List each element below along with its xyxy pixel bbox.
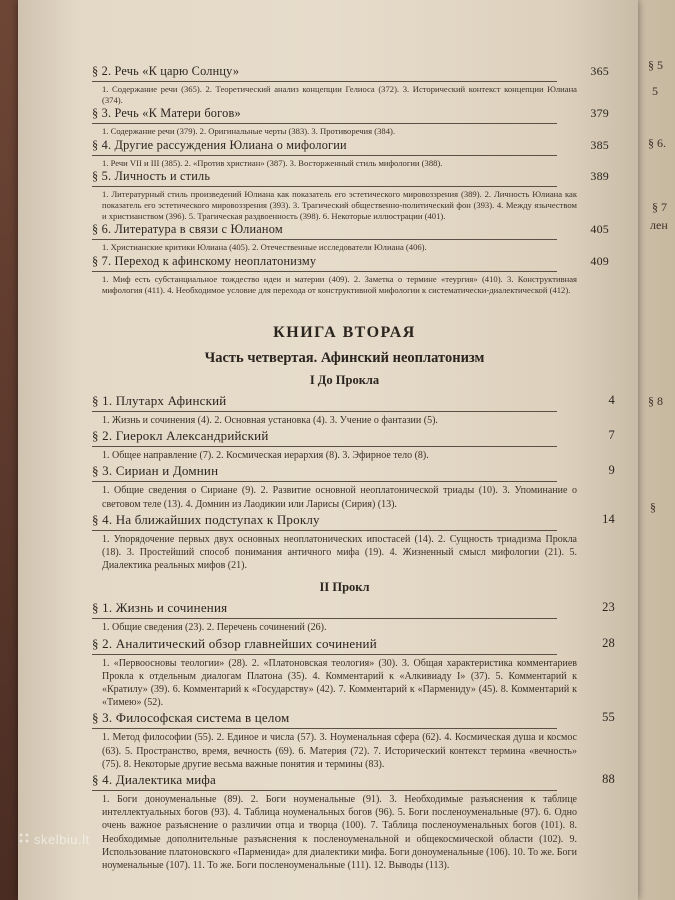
toc-entry	[92, 771, 615, 872]
next-page-fragment: § 8	[648, 394, 663, 408]
heading-underline	[92, 155, 557, 156]
toc-entry-title: § 3. Сириан и Домнин	[92, 463, 219, 479]
toc-page-number: 7	[608, 428, 615, 443]
toc-entry-subsections: 1. Миф есть субстанциальное тождество идеи и материи (409). 2. Заметка о термине «теургия» (410). 3. Конструктивная мифология (411). 4. Необходимое условие для перехода от конструктивной мифологии к систематически-диалектической (412).	[102, 273, 577, 295]
next-page-fragment: § 5	[648, 58, 663, 72]
toc-entry-heading	[92, 137, 609, 153]
section1-entries	[92, 392, 615, 572]
toc-page-number: 14	[602, 511, 615, 526]
toc-entry-title: § 3. Речь «К Матери богов»	[92, 106, 241, 121]
toc-entry-heading	[92, 222, 609, 237]
toc-entry-heading	[92, 168, 609, 184]
toc-page-number: 55	[602, 710, 615, 725]
toc-entry-title: § 1. Жизнь и сочинения	[92, 600, 228, 616]
next-page-fragment: § 6.	[648, 136, 666, 150]
toc-entry	[92, 64, 609, 106]
toc-entry	[92, 427, 615, 462]
heading-underline	[92, 481, 557, 482]
toc-page-number: 405	[590, 222, 609, 237]
toc-entry-title: § 4. На ближайших подступах к Проклу	[92, 511, 320, 527]
heading-underline	[92, 654, 557, 655]
toc-entry-subsections: 1. Общие сведения о Сириане (9). 2. Развитие основной неоплатонической триады (10). 3. Упоминание о световом теле (13). 4. Домнин из Лаодикии или Ларисы (Сирия) (13).	[102, 485, 577, 510]
toc-entry-title: § 3. Философская система в целом	[92, 710, 290, 726]
toc-entry-heading	[92, 599, 615, 616]
toc-entry-title: § 2. Гиерокл Александрийский	[92, 428, 269, 444]
next-page-fragment: 5	[652, 84, 658, 98]
toc-entry-heading	[92, 106, 609, 121]
heading-underline	[92, 123, 557, 124]
heading-underline	[92, 271, 557, 272]
toc-entry	[92, 392, 615, 427]
toc-entry-subsections: 1. «Первоосновы теологии» (28). 2. «Платоновская теология» (30). 3. Общая характеристика комментариев Прокла к отдельным диалогам Платона (35). 4. Комментарий к «Алкивиаду I» (37). 5. Комментарий к «Кратилу» (39). 6. Комментарий к «Государству» (42). 7. Комментарий к «Пармениду» (45). 8. Комментарий к «Тимею» (52).	[102, 657, 577, 709]
toc-entry-title: § 7. Переход к афинскому неоплатонизму	[92, 253, 317, 268]
toc-entry-title: § 5. Личность и стиль	[92, 168, 211, 183]
section-title: II Прокл	[319, 580, 370, 595]
next-page-fragment: §	[650, 500, 656, 514]
section-title: I До Прокла	[309, 373, 380, 388]
toc-entry-heading	[92, 64, 609, 79]
toc-page-number: 365	[590, 64, 609, 78]
toc-page-number: 385	[590, 137, 609, 152]
heading-underline	[92, 618, 557, 619]
heading-underline	[92, 81, 557, 82]
watermark: skelbiu.lt	[34, 832, 90, 847]
toc-entry-heading	[92, 771, 615, 788]
toc-page-number: 389	[590, 168, 609, 183]
toc-entry-heading	[92, 462, 615, 479]
toc-entry-subsections: 1. Содержание речи (379). 2. Оригинальные черты (383). 3. Противоречия (384).	[102, 126, 396, 137]
toc-entry-title: § 2. Аналитический обзор главнейших сочинений	[92, 635, 377, 651]
toc-page-number: 4	[608, 393, 615, 408]
toc-entry-subsections: 1. Содержание речи (365). 2. Теоретический анализ концепции Гелиоса (372). 3. Исторический контекст концепции Юлиана (374).	[102, 84, 577, 106]
toc-entry-subsections: 1. Литературный стиль произведений Юлиана как показатель его эстетического мировоззрения (389). 2. Личность Юлиана как показатель его эстетического мировоззрения (393). 3. Трагический общественно-политический фон (393). 4. Между язычеством и христианством (396). 5. Трагическая раздвоенность (398). 6. Некоторые иллюстрации (401).	[102, 188, 577, 222]
toc-page-number: 379	[590, 106, 609, 121]
toc-entry	[92, 168, 609, 223]
toc-entry	[92, 106, 609, 137]
toc-page-number: 23	[602, 600, 615, 615]
toc-entry-heading	[92, 427, 615, 444]
toc-entry-subsections: 1. Упорядочение первых двух основных неоплатонических ипостасей (14). 2. Сущность триадизма Прокла (18). 3. Простейший способ понимания античного мифа (19). 4. Жизненный смысл мифологии (21). 5. Диалектика реальных мифов (21).	[102, 533, 577, 572]
toc-entry-subsections: 1. Боги доноуменальные (89). 2. Боги ноуменальные (91). 3. Необходимые разъяснения к таблице интеллектуальных богов (93). 4. Таблица ноуменальных богов (96). 5. Боги посленоуменальные (97). 6. Одно очень важное разъяснение о различии отца и творца (100). 7. Таблица посленоуменальных богов (101). 8. Необходимые дополнительные разъяснения к посленоуменальной и общекосмической области (102). 9. Использование платоновского «Парменида» для диалектики мифа. Боги доноуменальные (106). 10. То же. Боги ноуменальные (107). 11. То же. Боги посленоуменальные (111). 12. Выводы (113).	[102, 794, 577, 872]
toc-entry-subsections: 1. Христианские критики Юлиана (405). 2. Отечественные исследователи Юлиана (406).	[102, 242, 427, 253]
toc-entry-heading	[92, 253, 609, 269]
toc-entry-title: § 1. Плутарх Афинский	[92, 393, 227, 409]
toc-entry	[92, 253, 609, 296]
section2-entries	[92, 599, 615, 872]
toc-entry-subsections: 1. Речи VII и III (385). 2. «Против христиан» (387). 3. Восторженный стиль мифологии (388).	[102, 157, 443, 168]
heading-underline	[92, 446, 557, 447]
next-page-fragment: § 7	[652, 200, 667, 214]
toc-entry-title: § 4. Другие рассуждения Юлиана о мифологии	[92, 137, 347, 152]
toc-page-number: 88	[602, 772, 615, 787]
toc-entry	[92, 222, 609, 253]
toc-entry-title: § 4. Диалектика мифа	[92, 772, 217, 788]
heading-underline	[92, 728, 557, 729]
toc-entry-subsections: 1. Общие сведения (23). 2. Перечень сочинений (26).	[102, 622, 327, 634]
toc-entry	[92, 137, 609, 169]
toc-entry-heading	[92, 511, 615, 528]
toc-entry	[92, 511, 615, 573]
toc-page-number: 28	[602, 635, 615, 650]
next-page-fragment: лен	[650, 218, 668, 232]
toc-entry-heading	[92, 392, 615, 409]
heading-underline	[92, 530, 557, 531]
heading-underline	[92, 239, 557, 240]
toc-entry-subsections: 1. Метод философии (55). 2. Единое и числа (57). 3. Ноуменальная сфера (62). 4. Космическая душа и космос (63). 5. Пространство, время, вечность (69). 6. Материя (72). 7. Исторический контекст термина «вечность» (75). 8. Некоторые другие весьма важные понятия и термины (83).	[102, 732, 577, 770]
watermark-icon	[18, 832, 32, 846]
table-of-contents	[92, 64, 615, 872]
part-title: Часть четвертая. Афинский неоплатонизм	[204, 350, 485, 367]
toc-page-number: 409	[590, 253, 609, 268]
toc-entry	[92, 709, 615, 771]
toc-entry-heading	[92, 635, 615, 652]
toc-page-number: 9	[608, 463, 615, 478]
book-title: КНИГА ВТОРАЯ	[273, 324, 416, 342]
heading-underline	[92, 186, 557, 187]
toc-entry	[92, 462, 615, 510]
toc-entry-subsections: 1. Жизнь и сочинения (4). 2. Основная установка (4). 3. Учение о фантазии (5).	[102, 415, 438, 427]
heading-underline	[92, 411, 557, 412]
toc-entry-title: § 6. Литература в связи с Юлианом	[92, 222, 283, 237]
toc-entry	[92, 599, 615, 634]
toc-entry	[92, 635, 615, 710]
heading-underline	[92, 790, 557, 791]
toc-entry-subsections: 1. Общее направление (7). 2. Космическая иерархия (8). 3. Эфирное тело (8).	[102, 450, 429, 462]
toc-entry-title: § 2. Речь «К царю Солнцу»	[92, 64, 240, 78]
part3-entries	[92, 64, 609, 296]
toc-entry-heading	[92, 709, 615, 726]
